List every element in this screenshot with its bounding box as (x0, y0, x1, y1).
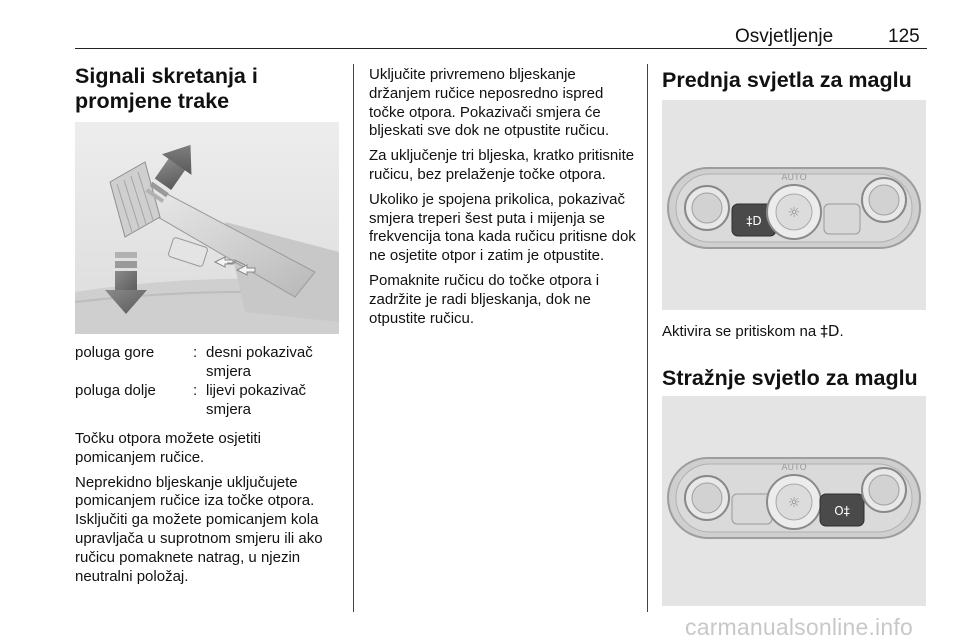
front-fog-lamp-icon: ‡D (820, 322, 840, 340)
front-fog-figure (662, 100, 926, 310)
section-heading: Stražnje svjetlo za maglu (662, 366, 918, 390)
definition-list (75, 344, 345, 424)
paragraph: Neprekidno bljeskanje uključujete pomicanjem ručice iza točke otpora. Isključiti ga možete pomicanjem kola upravljača u suprotnom smjeru ili ako ručicu pomaknete natrag, u njezin neutralni položaj. (75, 473, 323, 585)
paragraph: Pomaknite ručicu do točke otpora i zadržite je radi bljeskanja, dok ne otpustite ručicu. (369, 271, 600, 327)
caption-punctuation: . (839, 323, 844, 340)
definition-separator: : (193, 344, 198, 361)
rear-fog-figure (662, 396, 926, 606)
column-divider-left (353, 64, 354, 612)
column-divider-right (647, 64, 648, 612)
turn-signal-lever-figure (75, 122, 339, 334)
section-rear-fog (662, 366, 932, 391)
page-number: 125 (888, 26, 920, 47)
chapter-title: Osvjetljenje (735, 26, 834, 47)
paragraph: Točku otpora možete osjetiti pomicanjem ručice. (75, 430, 261, 466)
panel-auto-label: AUTO (781, 173, 807, 183)
turn-signal-lever-illustration (75, 122, 339, 334)
section-turn-signals (75, 64, 345, 114)
svg-text:O‡: O‡ (834, 504, 850, 518)
caption-text: Aktivira se pritiskom na (662, 323, 821, 340)
svg-text:‡D: ‡D (746, 214, 762, 228)
svg-text:☼: ☼ (787, 495, 801, 511)
header-divider (75, 48, 927, 49)
paragraph: Za uključenje tri bljeska, kratko pritisnite ručicu, bez prelaženje točke otpora. (369, 147, 635, 183)
definition-separator: : (193, 382, 198, 399)
left-body-text (75, 430, 345, 586)
definition-description: lijevi pokazivač smjera (206, 382, 307, 418)
paragraph: Uključite privremeno bljeskanje držanjem ručice neposredno ispred točke otpora. Pokazivači smjera će bljeskati sve dok ne otpustite ručicu. (369, 66, 610, 140)
section-heading: Signali skretanja i promjene trake (75, 64, 258, 113)
definition-term: poluga dolje (75, 382, 156, 399)
light-switch-panel-rear-fog-highlighted (662, 396, 926, 606)
definition-description: desni pokazivač smjera (206, 344, 313, 380)
watermark: carmanualsonline.info (685, 614, 913, 640)
definition-term: poluga gore (75, 344, 155, 361)
light-switch-panel-front-fog-highlighted (662, 100, 926, 310)
section-front-fog (662, 68, 932, 93)
front-fog-caption (662, 322, 932, 342)
section-heading: Prednja svjetla za maglu (662, 68, 912, 92)
paragraph: Ukoliko je spojena prikolica, pokazivač smjera treperi šest puta i mijenja se frekvencija tona kada ručicu pritisne dok ne osjetite otpor i zatim je otpustite. (369, 190, 636, 265)
middle-body-text (369, 66, 637, 328)
panel-auto-label: AUTO (781, 463, 807, 473)
svg-text:☼: ☼ (787, 205, 801, 221)
